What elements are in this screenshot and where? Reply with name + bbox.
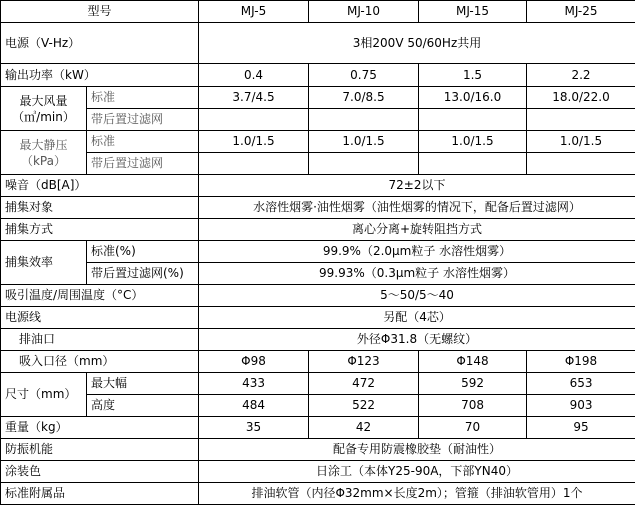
empty-cell xyxy=(527,109,635,131)
row-value: 522 xyxy=(309,395,419,417)
row-value: 1.0/1.5 xyxy=(199,131,309,153)
row-label: 捕集对象 xyxy=(1,197,199,219)
empty-cell xyxy=(419,109,527,131)
row-value: 70 xyxy=(419,417,527,439)
row-value: Φ148 xyxy=(419,351,527,373)
model-header-label: 型号 xyxy=(1,1,199,23)
row-value: Φ123 xyxy=(309,351,419,373)
sub-label: 标准(%) xyxy=(87,241,199,263)
row-value: 903 xyxy=(527,395,635,417)
row-value: 离心分离+旋转阻挡方式 xyxy=(199,219,635,241)
row-value: 72±2以下 xyxy=(199,175,635,197)
sub-label: 带后置过滤网(%) xyxy=(87,263,199,285)
row-value: 708 xyxy=(419,395,527,417)
model-name: MJ-5 xyxy=(199,1,309,23)
row-label: 吸引温度/周围温度（°C） xyxy=(1,285,199,307)
row-label: 输出功率（kW） xyxy=(1,64,199,87)
row-value: 1.0/1.5 xyxy=(527,131,635,153)
max-static-label-line1: 最大静压 xyxy=(19,137,68,152)
row-value: 95 xyxy=(527,417,635,439)
max-static-standard-row xyxy=(1,131,635,153)
row-value: 433 xyxy=(199,373,309,395)
empty-cell xyxy=(527,153,635,175)
empty-cell xyxy=(419,153,527,175)
empty-cell xyxy=(199,153,309,175)
row-label: 防振机能 xyxy=(1,439,199,461)
row-value: Φ198 xyxy=(527,351,635,373)
empty-cell xyxy=(199,109,309,131)
max-static-label-line2: （kPa） xyxy=(20,153,66,168)
row-value: 外径Φ31.8（无螺纹） xyxy=(199,329,635,351)
model-name: MJ-15 xyxy=(419,1,527,23)
row-value: Φ98 xyxy=(199,351,309,373)
row-value: 日涂工（本体Y25-90A，下部YN40） xyxy=(199,461,635,483)
temperature-row xyxy=(1,285,635,307)
row-value: 2.2 xyxy=(527,64,635,87)
dimensions-width-row xyxy=(1,373,635,395)
row-value: 653 xyxy=(527,373,635,395)
empty-cell xyxy=(309,153,419,175)
max-airflow-filter-row xyxy=(1,109,635,131)
output-row xyxy=(1,64,635,87)
weight-row xyxy=(1,417,635,439)
sub-label: 标准 xyxy=(87,87,199,109)
sub-label: 最大幅 xyxy=(87,373,199,395)
row-value: 3.7/4.5 xyxy=(199,87,309,109)
row-value: 42 xyxy=(309,417,419,439)
row-value: 18.0/22.0 xyxy=(527,87,635,109)
empty-cell xyxy=(309,109,419,131)
efficiency-label: 捕集效率 xyxy=(1,241,87,285)
row-value: 13.0/16.0 xyxy=(419,87,527,109)
power-supply-row xyxy=(1,23,635,64)
max-static-label xyxy=(1,131,87,175)
row-value: 7.0/8.5 xyxy=(309,87,419,109)
vibration-row xyxy=(1,439,635,461)
row-value: 1.0/1.5 xyxy=(309,131,419,153)
row-label: 排油口 xyxy=(1,329,199,351)
efficiency-standard-row xyxy=(1,241,635,263)
row-label: 吸入口径（mm） xyxy=(1,351,199,373)
model-name: MJ-25 xyxy=(527,1,635,23)
row-label: 噪音（dB[A]） xyxy=(1,175,199,197)
row-value: 排油软管（内径Φ32mm×长度2m）；管箍（排油软管用）1个 xyxy=(199,483,635,505)
max-airflow-label-line1: 最大风量 xyxy=(19,93,68,108)
max-airflow-label-line2: （㎥/min） xyxy=(12,109,75,124)
dimensions-label: 尺寸（mm） xyxy=(1,373,87,417)
row-value: 水溶性烟雾·油性烟雾（油性烟雾的情况下，配备后置过滤网） xyxy=(199,197,635,219)
sub-label: 带后置过滤网 xyxy=(87,153,199,175)
row-value: 472 xyxy=(309,373,419,395)
collect-target-row xyxy=(1,197,635,219)
row-label: 电源（V-Hz） xyxy=(1,23,199,64)
row-value: 1.0/1.5 xyxy=(419,131,527,153)
row-value: 484 xyxy=(199,395,309,417)
max-static-filter-row xyxy=(1,153,635,175)
row-label: 重量（kg） xyxy=(1,417,199,439)
row-value: 99.93%（0.3μm粒子 水溶性烟雾） xyxy=(199,263,635,285)
row-value: 99.9%（2.0μm粒子 水溶性烟雾） xyxy=(199,241,635,263)
row-value: 3相200V 50/60Hz共用 xyxy=(199,23,635,64)
drain-row xyxy=(1,329,635,351)
efficiency-filter-row xyxy=(1,263,635,285)
sub-label: 标准 xyxy=(87,131,199,153)
row-value: 配备专用防震橡胶垫（耐油性） xyxy=(199,439,635,461)
collect-method-row xyxy=(1,219,635,241)
row-value: 592 xyxy=(419,373,527,395)
max-airflow-label xyxy=(1,87,87,131)
paint-row xyxy=(1,461,635,483)
accessories-row xyxy=(1,483,635,505)
row-value: 5～50/5～40 xyxy=(199,285,635,307)
power-cable-row xyxy=(1,307,635,329)
row-label: 电源线 xyxy=(1,307,199,329)
max-airflow-standard-row xyxy=(1,87,635,109)
row-label: 标准附属品 xyxy=(1,483,199,505)
sub-label: 高度 xyxy=(87,395,199,417)
row-value: 另配（4芯） xyxy=(199,307,635,329)
row-label: 涂装色 xyxy=(1,461,199,483)
row-value: 0.75 xyxy=(309,64,419,87)
noise-row xyxy=(1,175,635,197)
row-value: 35 xyxy=(199,417,309,439)
header-row xyxy=(1,1,635,23)
model-name: MJ-10 xyxy=(309,1,419,23)
sub-label: 带后置过滤网 xyxy=(87,109,199,131)
row-value: 1.5 xyxy=(419,64,527,87)
dimensions-height-row xyxy=(1,395,635,417)
row-label: 捕集方式 xyxy=(1,219,199,241)
row-value: 0.4 xyxy=(199,64,309,87)
intake-row xyxy=(1,351,635,373)
